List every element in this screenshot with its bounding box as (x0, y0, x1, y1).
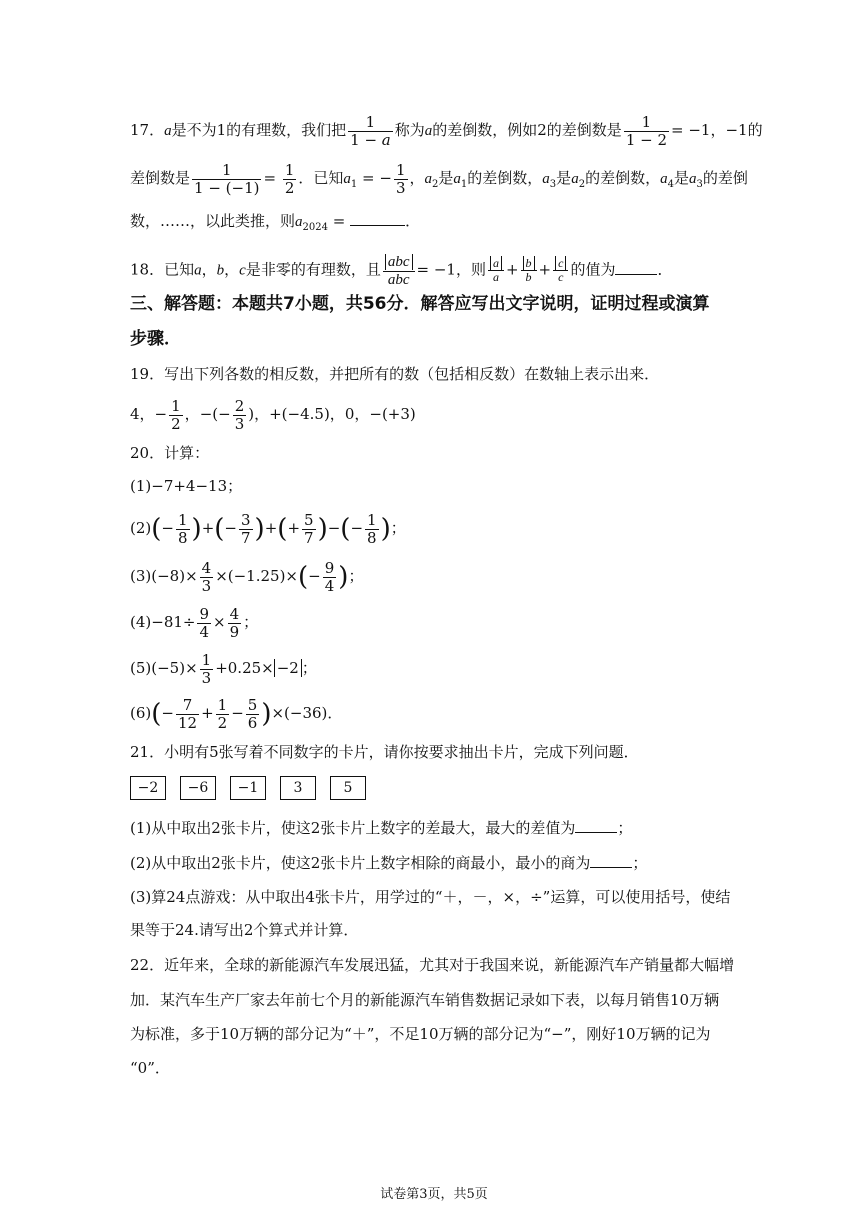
section3-heading-cont: 步骤． (130, 329, 181, 349)
q21-part3-line2: 果等于24.请写出2个算式并计算． (130, 921, 359, 939)
q21-part2-blank[interactable] (590, 853, 632, 868)
q21-text: 21．小明有5张写着不同数字的卡片，请你按要求抽出卡片，完成下列问题． (130, 743, 639, 761)
q19-numbers: 4，− $\frac{1}{2}$ ，−(− $\frac{2}{3}$ )，+(−4.5)，0，−(+3) (130, 397, 416, 433)
page-footer: 试卷第3页，共5页 (380, 1187, 488, 1202)
number-card: −1 (230, 776, 266, 800)
q22-line1: 22．近年来，全球的新能源汽车发展迅猛，尤其对于我国来说，新能源汽车产销量都大幅增 (130, 956, 735, 974)
section3-heading: 三、解答题：本题共7小题，共56分．解答应写出文字说明，证明过程或演算 (130, 294, 710, 314)
q17-line2: 差倒数是 $\frac{1}{1 - (-1)}$ = $\frac{1}{2}$ ．已知$a_1$ = − $\frac{1}{3}$ ，$a_2$是$a_1$的差倒数，$a_3$是$a_2$的差倒数，$a_4$是$a_3$的差倒 (130, 161, 748, 197)
number-card: −2 (130, 776, 166, 800)
q21-part1-blank[interactable] (575, 818, 617, 833)
q17-line3: 数，……，以此类推，则$a_{2024}$ = ． (130, 212, 421, 233)
q17-answer-blank[interactable] (350, 211, 405, 226)
number-card: 3 (280, 776, 316, 800)
q22-line4: “0”． (130, 1059, 170, 1077)
q21-part3-line1: (3)算24点游戏：从中取出4张卡片，用学过的“＋，－，×，÷”运算，可以使用括号，使结 (130, 888, 731, 906)
number-card: −6 (180, 776, 216, 800)
q19-text: 19．写出下列各数的相反数，并把所有的数（包括相反数）在数轴上表示出来． (130, 365, 660, 383)
q22-line3: 为标准，多于10万辆的部分记为“＋”，不足10万辆的部分记为“−”，刚好10万辆的记为 (130, 1025, 711, 1043)
q20-part1: (1)−7+4−13； (130, 477, 243, 495)
q21-cards (130, 776, 366, 800)
q21-part1: (1)从中取出2张卡片，使这2张卡片上数字的差最大，最大的差值为 ； (130, 819, 633, 837)
q20-part6: (6)(− $\frac{7}{12}$ + $\frac{1}{2}$ − $\frac{5}{6}$ )×(−36)． (130, 696, 343, 732)
number-card: 5 (330, 776, 366, 800)
q18-answer-blank[interactable] (615, 260, 657, 275)
q18: 18．已知a，b，c是非零的有理数，且 $\frac{\text{abc}}{\text{abc}}$ = −1，则 $\frac{a}{a}$ + $\frac{b}{b}$ + $\frac{c}{c}$ 的值为 ． (130, 254, 673, 288)
q20-part3: (3)(−8)× $\frac{4}{3}$ ×(−1.25)×(− $\frac{9}{4}$ )； (130, 559, 364, 595)
q20-text: 20．计算： (130, 444, 210, 462)
q17-line1: 17．a是不为1的有理数，我们把 $\frac{1}{1 - a}$ 称为a的差倒数，例如2的差倒数是 $\frac{1}{1 - 2}$ = −1，−1的 (130, 113, 763, 149)
q22-line2: 加．某汽车生产厂家去年前七个月的新能源汽车销售数据记录如下表，以每月销售10万辆 (130, 991, 720, 1009)
q20-part5: (5)(−5)× $\frac{1}{3}$ +0.25× −2 ； (130, 651, 317, 687)
q20-part2: (2)(− $\frac{1}{8}$ )+(− $\frac{3}{7}$ )+(+ $\frac{5}{7}$ )−(− $\frac{1}{8}$ )； (130, 511, 406, 547)
q20-part4: (4)−81÷ $\frac{9}{4}$ × $\frac{4}{9}$ ； (130, 605, 259, 641)
q21-part2: (2)从中取出2张卡片，使这2张卡片上数字相除的商最小，最小的商为 ； (130, 854, 648, 872)
